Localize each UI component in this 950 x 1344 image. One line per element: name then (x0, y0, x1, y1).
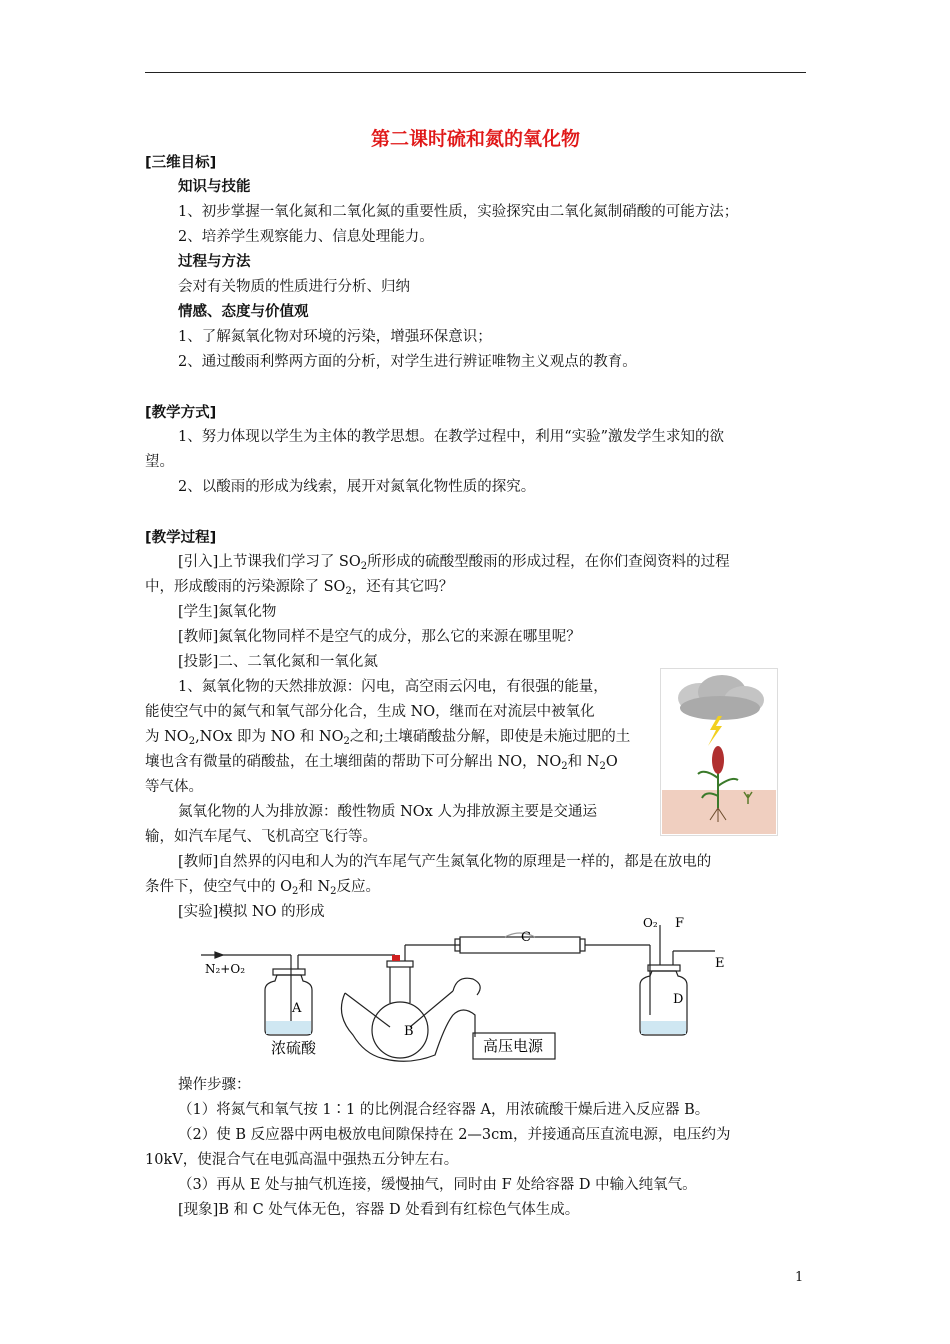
phenomenon-line: [现象]B 和 C 处气体无色，容器 D 处看到有红棕色气体生成。 (178, 1202, 580, 1218)
emotion-item-2: 2、通过酸雨利弊两方面的分析，对学生进行辨证唯物主义观点的教育。 (178, 354, 637, 370)
method-item-1b: 望。 (145, 454, 174, 470)
steps-heading: 操作步骤： (178, 1077, 251, 1093)
knowledge-heading: 知识与技能 (178, 179, 251, 195)
section-method-heading: [教学方式] (145, 405, 217, 421)
acid-label: 浓硫酸 (271, 1039, 317, 1057)
projection-line: [投影]二、二氧化氮和一氧化氮 (178, 654, 378, 670)
experiment-line: [实验]模拟 NO 的形成 (178, 904, 325, 920)
human-source-1: 氮氧化物的人为排放源：酸性物质 NOx 人为排放源主要是交通运 (178, 804, 597, 820)
natural-source-1: 1、氮氧化物的天然排放源：闪电，高空雨云闪电，有很强的能量， (178, 679, 608, 695)
human-source-2: 输，如汽车尾气、飞机高空飞行等。 (145, 829, 377, 845)
valve-icon (392, 955, 400, 961)
knowledge-item-2: 2、培养学生观察能力、信息处理能力。 (178, 229, 434, 245)
label-c: C (521, 930, 531, 945)
step-2b: 10kV，使混合气在电弧高温中强热五分钟左右。 (145, 1152, 459, 1168)
power-label: 高压电源 (483, 1037, 544, 1055)
section-process-heading: [教学过程] (145, 530, 217, 546)
intro-line-1: [引入]上节课我们学习了 $SO_2$所形成的硫酸型酸雨的形成过程，在你们查阅资料的过程 (178, 554, 730, 572)
emotion-item-1: 1、了解氮氧化物对环境的污染，增强环保意识； (178, 329, 492, 345)
label-a: A (292, 1001, 302, 1016)
natural-source-4: 壤也含有微量的硝酸盐，在土壤细菌的帮助下可分解出 NO，$NO_2$和 $N_2O$ (145, 754, 618, 772)
student-line: [学生]氮氧化物 (178, 604, 277, 620)
flower-icon (712, 746, 724, 774)
label-d: D (673, 992, 684, 1007)
label-e: E (715, 956, 725, 971)
label-o2: O₂ (643, 916, 658, 930)
lightning-plant-illustration (660, 668, 778, 836)
knowledge-item-1: 1、初步掌握一氧化氮和二氧化氮的重要性质，实验探究由二氧化氮制硝酸的可能方法； (178, 204, 739, 220)
step-1: （1）将氮气和氧气按 1∶1 的比例混合经容器 A，用浓硫酸干燥后进入反应器 B。 (178, 1102, 710, 1118)
teacher-line-1: [教师]氮氧化物同样不是空气的成分，那么它的来源在哪里呢？ (178, 629, 581, 645)
natural-source-5: 等气体。 (145, 779, 203, 795)
method-item-1a: 1、努力体现以学生为主体的教学思想。在教学过程中，利用“实验”激发学生求知的欲 (178, 429, 725, 445)
emotion-heading: 情感、态度与价值观 (178, 304, 309, 320)
natural-source-3: 为 $NO_2,NOx$ 即为 NO 和 $NO_2$之和;土壤硝酸盐分解，即使是未施过肥的土 (145, 729, 631, 747)
teacher-line-2a: [教师]自然界的闪电和人为的汽车尾气产生氮氧化物的原理是一样的，都是在放电的 (178, 854, 712, 870)
page-title: 第二课时硫和氮的氧化物 (370, 128, 580, 150)
page-number: 1 (795, 1270, 804, 1285)
water-liquid (641, 1021, 686, 1034)
label-f: F (675, 916, 685, 931)
no-formation-apparatus-diagram (195, 905, 735, 1065)
inlet-label: N₂+O₂ (205, 962, 246, 976)
header-rule (145, 72, 806, 73)
label-b: B (404, 1024, 414, 1039)
acid-liquid (266, 1021, 311, 1034)
intro-line-2: 中，形成酸雨的污染源除了 $SO_2$，还有其它吗？ (145, 579, 454, 597)
section-goals-heading: [三维目标] (145, 155, 217, 171)
step-2a: （2）使 B 反应器中两电极放电间隙保持在 2—3cm，并接通高压直流电源，电压约为 (178, 1127, 731, 1143)
method-item-2: 2、以酸雨的形成为线索，展开对氮氧化物性质的探究。 (178, 479, 536, 495)
process-item-1: 会对有关物质的性质进行分析、归纳 (178, 279, 410, 295)
step-3: （3）再从 E 处与抽气机连接，缓慢抽气，同时由 F 处给容器 D 中输入纯氧气。 (178, 1177, 697, 1193)
teacher-line-2b: 条件下，使空气中的 $O_2$和 $N_2$反应。 (145, 879, 381, 897)
process-heading: 过程与方法 (178, 254, 251, 270)
natural-source-2: 能使空气中的氮气和氧气部分化合，生成 NO，继而在对流层中被氧化 (145, 704, 595, 720)
